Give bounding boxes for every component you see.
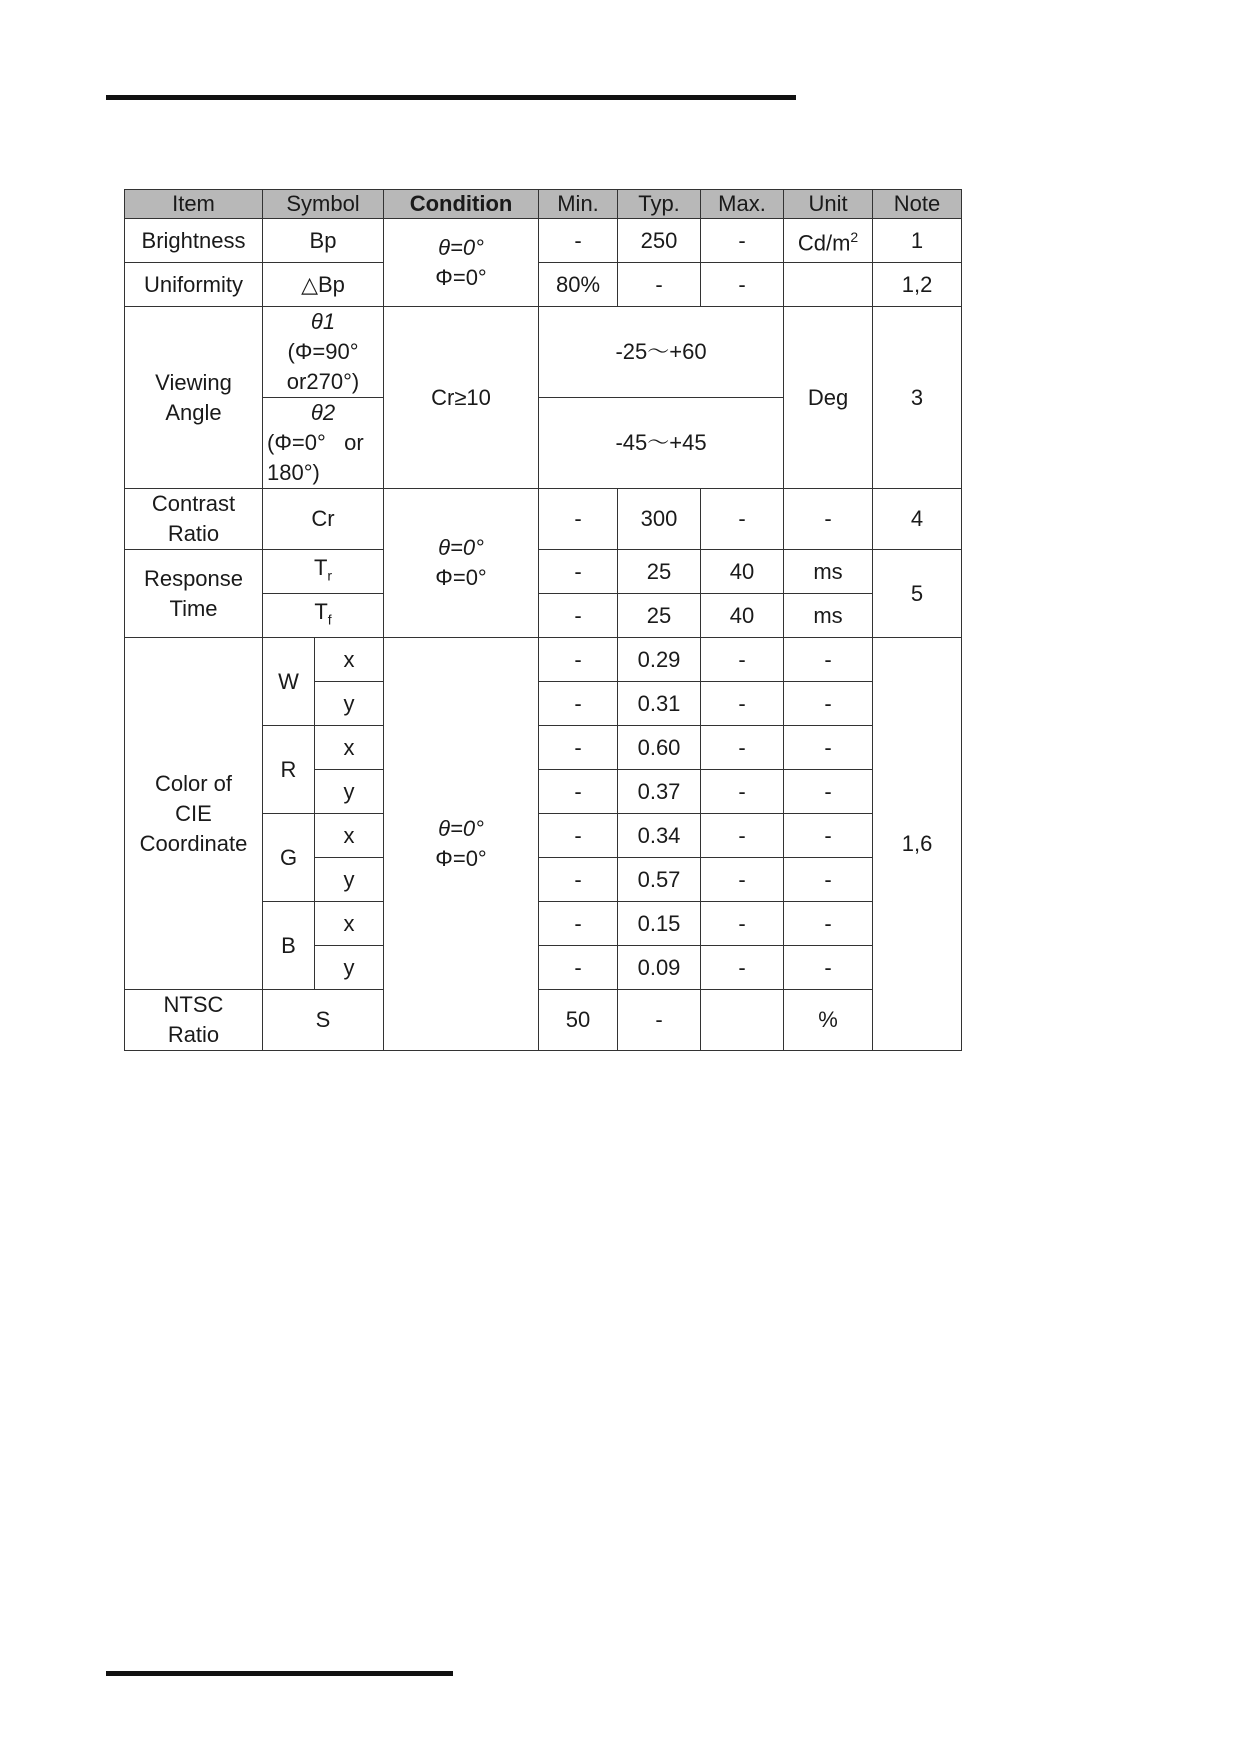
unit-brightness [784, 219, 873, 263]
symbol-theta1-line3: or270°) [286, 369, 360, 394]
unit-tr: ms [784, 550, 873, 594]
cie-min: - [539, 858, 618, 902]
unit-brightness-base: Cd/m [797, 230, 851, 256]
cie-min: - [539, 726, 618, 770]
cie-unit: - [784, 770, 873, 814]
cie-unit: - [784, 814, 873, 858]
cie-min: - [539, 638, 618, 682]
max-ntsc [701, 990, 784, 1051]
min-ntsc: 50 [539, 990, 618, 1051]
condition-viewing: Cr≥10 [384, 307, 539, 489]
header-item: Item [125, 190, 263, 219]
row-cie-w-x [125, 638, 962, 682]
note-contrast: 4 [873, 489, 962, 550]
symbol-theta1-line1: θ1 [310, 309, 336, 334]
item-brightness: Brightness [125, 219, 263, 263]
condition-cie [384, 638, 539, 1051]
cie-axis: y [315, 770, 384, 814]
max-contrast: - [701, 489, 784, 550]
top-rule [106, 95, 796, 100]
cie-color-b: B [263, 902, 315, 990]
cie-unit: - [784, 726, 873, 770]
unit-tf: ms [784, 594, 873, 638]
cie-color-w: W [263, 638, 315, 726]
typ-ntsc: - [618, 990, 701, 1051]
item-contrast-line1: Contrast [151, 491, 236, 516]
unit-brightness-sup: 2 [850, 229, 859, 246]
header-note: Note [873, 190, 962, 219]
condition-brightness [384, 219, 539, 307]
bottom-rule [106, 1671, 453, 1676]
symbol-theta2-line2: (Φ=0° or [267, 430, 364, 455]
cie-max: - [701, 814, 784, 858]
symbol-tf-main: T [314, 598, 328, 624]
cie-max: - [701, 682, 784, 726]
note-brightness: 1 [873, 219, 962, 263]
typ-tf: 25 [618, 594, 701, 638]
item-viewing-line1: Viewing [155, 369, 232, 395]
cie-unit: - [784, 858, 873, 902]
condition-phi: Φ=0° [435, 565, 487, 590]
symbol-tr [263, 550, 384, 594]
symbol-ntsc: S [263, 990, 384, 1051]
item-contrast [125, 489, 263, 550]
condition-theta: θ=0° [438, 816, 484, 841]
cie-color-g: G [263, 814, 315, 902]
condition-theta: θ=0° [438, 234, 484, 260]
cie-axis: y [315, 682, 384, 726]
condition-phi: Φ=0° [435, 264, 487, 290]
cie-unit: - [784, 638, 873, 682]
condition-phi: Φ=0° [435, 846, 487, 871]
cie-max: - [701, 770, 784, 814]
min-contrast: - [539, 489, 618, 550]
note-cie: 1,6 [873, 638, 962, 1051]
cie-max: - [701, 902, 784, 946]
typ-tr: 25 [618, 550, 701, 594]
unit-uniformity [784, 263, 873, 307]
range-theta1: -25～+60 [539, 307, 784, 398]
header-symbol: Symbol [263, 190, 384, 219]
cie-max: - [701, 638, 784, 682]
header-min: Min. [539, 190, 618, 219]
cie-typ: 0.57 [618, 858, 701, 902]
min-tf: - [539, 594, 618, 638]
symbol-theta2-line1: θ2 [310, 400, 336, 425]
range-theta2: -45～+45 [539, 398, 784, 489]
symbol-theta2 [263, 398, 384, 489]
cie-min: - [539, 682, 618, 726]
cie-axis: x [315, 902, 384, 946]
max-uniformity: - [701, 263, 784, 307]
cie-typ: 0.60 [618, 726, 701, 770]
row-uniformity [125, 263, 962, 307]
cie-min: - [539, 814, 618, 858]
symbol-brightness: Bp [263, 219, 384, 263]
typ-brightness: 250 [618, 219, 701, 263]
cie-typ: 0.15 [618, 902, 701, 946]
symbol-theta2-line3: 180°) [267, 460, 320, 485]
item-cie [125, 638, 263, 990]
max-brightness: - [701, 219, 784, 263]
item-viewing-line2: Angle [165, 399, 222, 425]
cie-axis: x [315, 814, 384, 858]
cie-typ: 0.37 [618, 770, 701, 814]
item-response [125, 550, 263, 638]
item-cie-line3: Coordinate [139, 830, 248, 856]
cie-max: - [701, 858, 784, 902]
cie-axis: y [315, 946, 384, 990]
row-contrast [125, 489, 962, 550]
item-response-line2: Time [169, 595, 218, 621]
min-brightness: - [539, 219, 618, 263]
item-cie-line1: Color of [154, 770, 233, 796]
symbol-uniformity: △Bp [263, 263, 384, 307]
cie-min: - [539, 770, 618, 814]
item-uniformity: Uniformity [125, 263, 263, 307]
symbol-tr-sub: r [327, 567, 333, 584]
header-unit: Unit [784, 190, 873, 219]
min-uniformity: 80% [539, 263, 618, 307]
min-tr: - [539, 550, 618, 594]
row-viewing-theta1 [125, 307, 962, 398]
condition-contrast-response [384, 489, 539, 638]
row-ntsc [125, 990, 962, 1051]
item-viewing-angle [125, 307, 263, 489]
symbol-theta1 [263, 307, 384, 398]
item-cie-line2: CIE [175, 800, 212, 826]
note-uniformity: 1,2 [873, 263, 962, 307]
unit-contrast: - [784, 489, 873, 550]
cie-max: - [701, 726, 784, 770]
cie-typ: 0.09 [618, 946, 701, 990]
cie-typ: 0.31 [618, 682, 701, 726]
symbol-tf [263, 594, 384, 638]
max-tf: 40 [701, 594, 784, 638]
cie-unit: - [784, 902, 873, 946]
symbol-theta1-line2: (Φ=90° [287, 339, 359, 364]
item-response-line1: Response [143, 565, 244, 591]
cie-unit: - [784, 682, 873, 726]
cie-axis: x [315, 638, 384, 682]
cie-axis: x [315, 726, 384, 770]
header-typ: Typ. [618, 190, 701, 219]
symbol-tr-main: T [313, 554, 328, 580]
cie-max: - [701, 946, 784, 990]
unit-ntsc: % [784, 990, 873, 1051]
typ-uniformity: - [618, 263, 701, 307]
item-ntsc [125, 990, 263, 1051]
cie-typ: 0.34 [618, 814, 701, 858]
condition-theta: θ=0° [438, 535, 484, 560]
typ-contrast: 300 [618, 489, 701, 550]
item-contrast-line2: Ratio [167, 521, 220, 546]
cie-typ: 0.29 [618, 638, 701, 682]
cie-min: - [539, 902, 618, 946]
row-response-tr [125, 550, 962, 594]
optical-spec-table [124, 189, 962, 1051]
item-ntsc-line2: Ratio [167, 1022, 220, 1047]
header-row [125, 190, 962, 219]
unit-viewing: Deg [784, 307, 873, 489]
row-brightness [125, 219, 962, 263]
cie-min: - [539, 946, 618, 990]
cie-unit: - [784, 946, 873, 990]
cie-axis: y [315, 858, 384, 902]
header-max: Max. [701, 190, 784, 219]
symbol-tf-sub: f [327, 611, 332, 628]
symbol-contrast: Cr [263, 489, 384, 550]
max-tr: 40 [701, 550, 784, 594]
item-ntsc-line1: NTSC [163, 992, 224, 1017]
note-response: 5 [873, 550, 962, 638]
note-viewing: 3 [873, 307, 962, 489]
header-condition: Condition [384, 190, 539, 219]
cie-color-r: R [263, 726, 315, 814]
